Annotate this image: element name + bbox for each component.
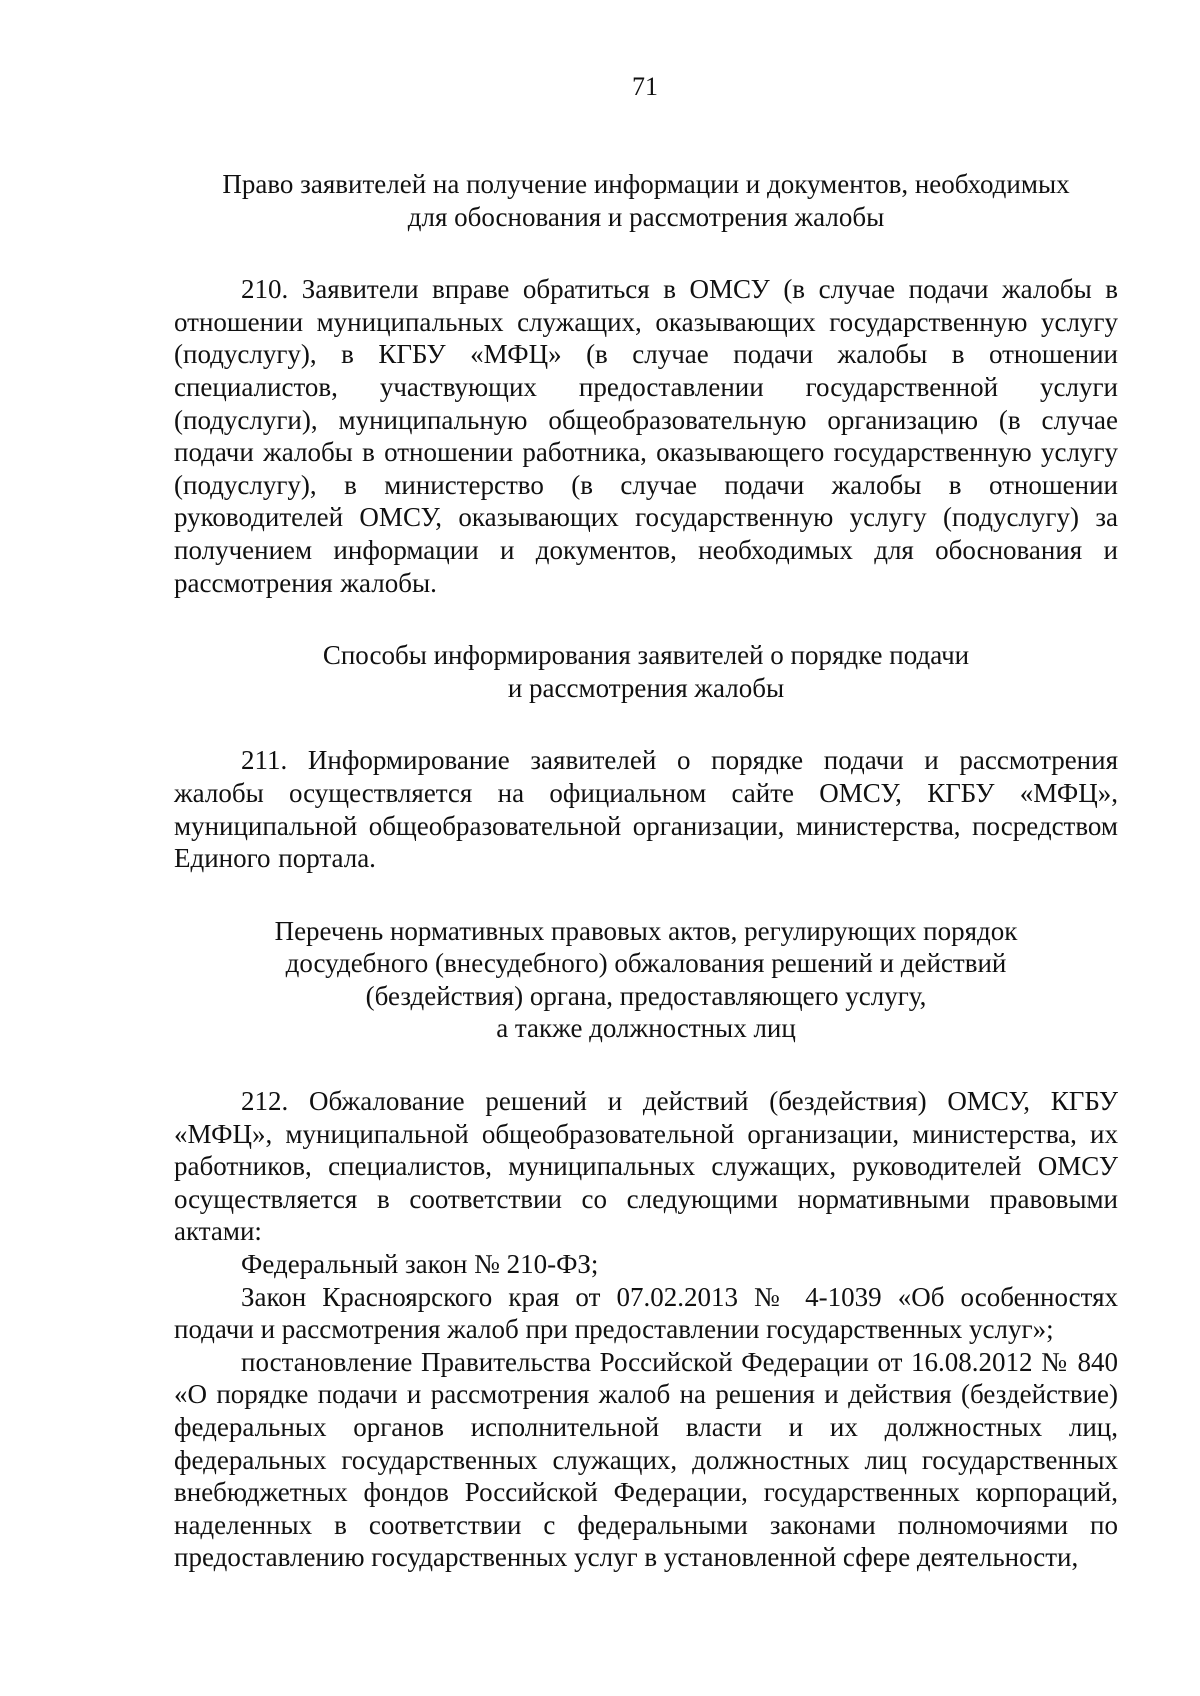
heading-line: Право заявителей на получение информации и документов, необходимых [222, 169, 1070, 199]
document-body [174, 168, 1118, 1574]
heading-line: Перечень нормативных правовых актов, регулирующих порядок [274, 915, 1018, 946]
paragraph-212: 212. Обжалование решений и действий (бездействия) ОМСУ, КГБУ «МФЦ», муниципальной общеобразовательной организации, министерства, их работников, специалистов, муниципальных служащих, руководителей ОМСУ осуществляется в соответствии со следующими нормативными правовыми актами: [174, 1086, 1118, 1247]
section-heading-legal-acts-list [174, 915, 1118, 1045]
legal-act-item-krasnoyarsk-law: Закон Красноярского края от 07.02.2013 № 4-1039 «Об особенностях подачи и рассмотрения жалоб при предоставлении государственных услуг»; [174, 1281, 1118, 1345]
heading-line: Способы информирования заявителей о порядке подачи [322, 640, 970, 671]
paragraph-211: 211. Информирование заявителей о порядке подачи и рассмотрения жалобы осуществляется на официальном сайте ОМСУ, КГБУ «МФЦ», муниципальной общеобразовательной организации, министерства, посредством Единого портала. [174, 745, 1118, 874]
section-heading-informing-methods [174, 639, 1118, 704]
paragraph-210: 210. Заявители вправе обратиться в ОМСУ (в случае подачи жалобы в отношении муниципальных служащих, оказывающих государственную услугу (подуслугу), в КГБУ «МФЦ» (в случае подачи жалобы в отношении специалистов, участвующих предоставлении государственной услуги (подуслуги), муниципальную общеобразовательную организацию (в случае подачи жалобы в отношении работника, оказывающего государственную услугу (подуслугу), в министерство (в случае подачи жалобы в отношении руководителей ОМСУ, оказывающих государственную услугу (подуслугу) за получением информации и документов, необходимых для обоснования и рассмотрения жалобы. [174, 274, 1118, 598]
legal-act-item-government-resolution: постановление Правительства Российской Федерации от 16.08.2012 № 840 «О порядке подачи и рассмотрения жалоб на решения и действия (бездействие) федеральных органов исполнительной власти и их должностных лиц, федеральных государственных служащих, должностных лиц государственных внебюджетных фондов Российской Федерации, государственных корпораций, наделенных в соответствии с федеральными законами полномочиями по предоставлению государственных услуг в установленной сфере деятельности, [174, 1346, 1118, 1573]
legal-act-item-federal-law: Федеральный закон № 210-ФЗ; [241, 1249, 599, 1280]
heading-line: а также должностных лиц [496, 1013, 796, 1044]
heading-line: для обоснования и рассмотрения жалобы [407, 201, 885, 232]
heading-line: и рассмотрения жалобы [507, 672, 785, 703]
page-number: 71 [632, 72, 658, 101]
heading-line: (бездействия) органа, предоставляющего услугу, [365, 980, 927, 1011]
heading-line: досудебного (внесудебного) обжалования решений и действий [285, 948, 1007, 979]
section-heading-right-to-information [174, 168, 1118, 233]
